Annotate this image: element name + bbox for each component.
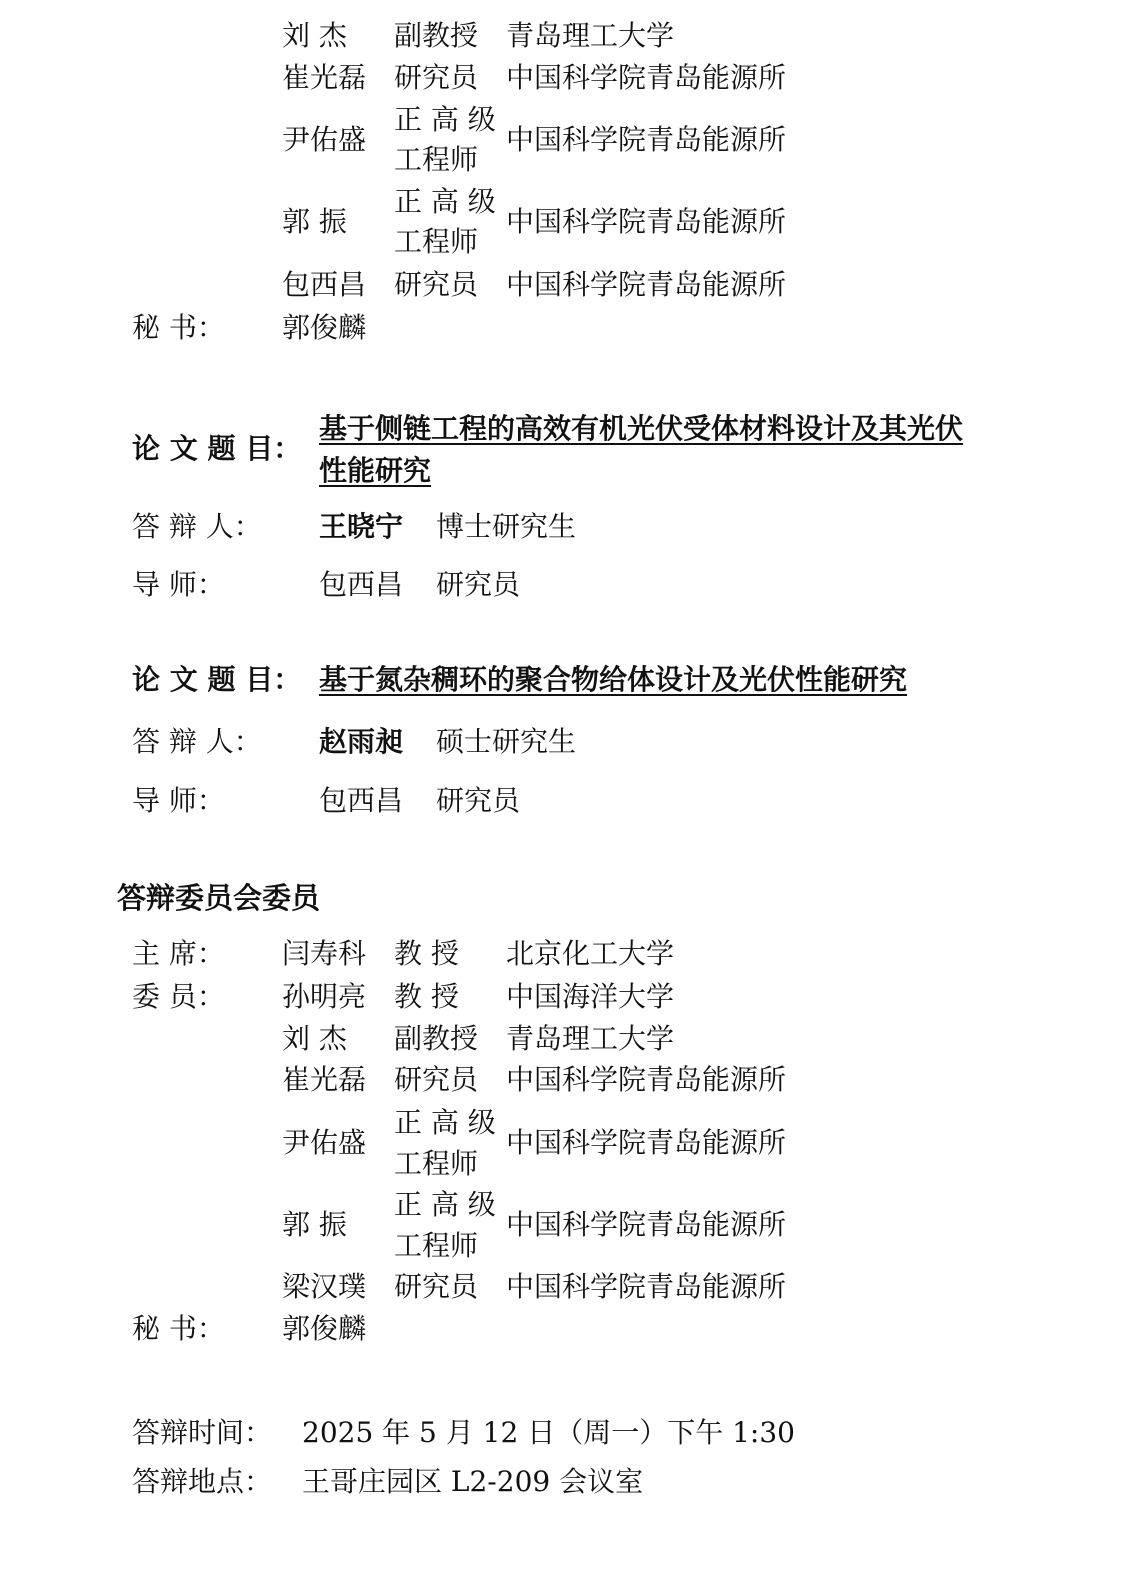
- member-org: 青岛理工大学: [506, 1022, 675, 1055]
- member-org: 中国科学院青岛能源所: [506, 1126, 787, 1159]
- secretary-name: 郭俊麟: [282, 311, 367, 344]
- member-name: 孙明亮: [282, 980, 367, 1013]
- secretary-label: 秘 书：: [132, 1312, 225, 1345]
- member-name: 崔光磊: [282, 61, 367, 94]
- defender-name: 王晓宁: [319, 510, 404, 543]
- member-title: 研究员: [394, 61, 479, 94]
- member-title-line1: 正 高 级: [394, 1106, 496, 1139]
- member-title: 副教授: [394, 1022, 479, 1055]
- member-name: 崔光磊: [282, 1063, 367, 1096]
- members-label: 委 员：: [132, 980, 225, 1013]
- place-label: 答辩地点：: [132, 1465, 273, 1498]
- member-org: 中国科学院青岛能源所: [506, 1270, 787, 1303]
- member-name: 郭 振: [282, 1208, 347, 1241]
- member-title: 教 授: [394, 980, 459, 1013]
- chair-title: 教 授: [394, 937, 459, 970]
- chair-label: 主 席：: [132, 937, 225, 970]
- chair-org: 北京化工大学: [506, 937, 675, 970]
- committee-heading: 答辩委员会委员: [117, 881, 321, 915]
- member-title: 研究员: [394, 1270, 479, 1303]
- member-org: 中国科学院青岛能源所: [506, 61, 787, 94]
- advisor-label: 导 师：: [132, 784, 225, 817]
- member-org: 中国科学院青岛能源所: [506, 205, 787, 238]
- defender-label: 答 辩 人：: [132, 510, 262, 543]
- time-label: 答辩时间：: [132, 1416, 273, 1449]
- advisor-title: 研究员: [436, 568, 521, 601]
- thesis-title-label: 论 文 题 目：: [132, 432, 302, 465]
- thesis-title: 基于侧链工程的高效有机光伏受体材料设计及其光伏性能研究: [319, 412, 964, 487]
- member-org: 中国海洋大学: [506, 980, 675, 1013]
- chair-name: 闫寿科: [282, 937, 367, 970]
- time-value: 2025 年 5 月 12 日（周一）下午 1:30: [302, 1416, 795, 1449]
- member-name: 刘 杰: [282, 19, 347, 52]
- member-name: 尹佑盛: [282, 123, 367, 156]
- member-name: 尹佑盛: [282, 1126, 367, 1159]
- defender-name: 赵雨昶: [319, 725, 404, 758]
- member-org: 青岛理工大学: [506, 19, 675, 52]
- defender-degree: 博士研究生: [436, 510, 577, 543]
- member-name: 刘 杰: [282, 1022, 347, 1055]
- member-title-line1: 正 高 级: [394, 185, 496, 218]
- member-org: 中国科学院青岛能源所: [506, 1208, 787, 1241]
- member-name: 郭 振: [282, 205, 347, 238]
- member-title-line2: 工程师: [394, 143, 479, 176]
- member-name: 包西昌: [282, 268, 367, 301]
- member-title-line2: 工程师: [394, 225, 479, 258]
- secretary-label: 秘 书：: [132, 311, 225, 344]
- place-value: 王哥庄园区 L2-209 会议室: [302, 1465, 644, 1498]
- member-title: 副教授: [394, 19, 479, 52]
- member-org: 中国科学院青岛能源所: [506, 268, 787, 301]
- thesis-title: 基于氮杂稠环的聚合物给体设计及光伏性能研究: [319, 663, 908, 696]
- member-name: 梁汉璞: [282, 1270, 367, 1303]
- member-title-line2: 工程师: [394, 1229, 479, 1262]
- member-title-line1: 正 高 级: [394, 103, 496, 136]
- member-title: 研究员: [394, 268, 479, 301]
- advisor-name: 包西昌: [319, 568, 404, 601]
- defender-label: 答 辩 人：: [132, 725, 262, 758]
- advisor-title: 研究员: [436, 784, 521, 817]
- thesis-title-label: 论 文 题 目：: [132, 663, 302, 696]
- advisor-name: 包西昌: [319, 784, 404, 817]
- member-org: 中国科学院青岛能源所: [506, 1063, 787, 1096]
- secretary-name: 郭俊麟: [282, 1312, 367, 1345]
- member-title-line2: 工程师: [394, 1147, 479, 1180]
- member-title-line1: 正 高 级: [394, 1188, 496, 1221]
- member-org: 中国科学院青岛能源所: [506, 123, 787, 156]
- member-title: 研究员: [394, 1063, 479, 1096]
- advisor-label: 导 师：: [132, 568, 225, 601]
- defender-degree: 硕士研究生: [436, 725, 577, 758]
